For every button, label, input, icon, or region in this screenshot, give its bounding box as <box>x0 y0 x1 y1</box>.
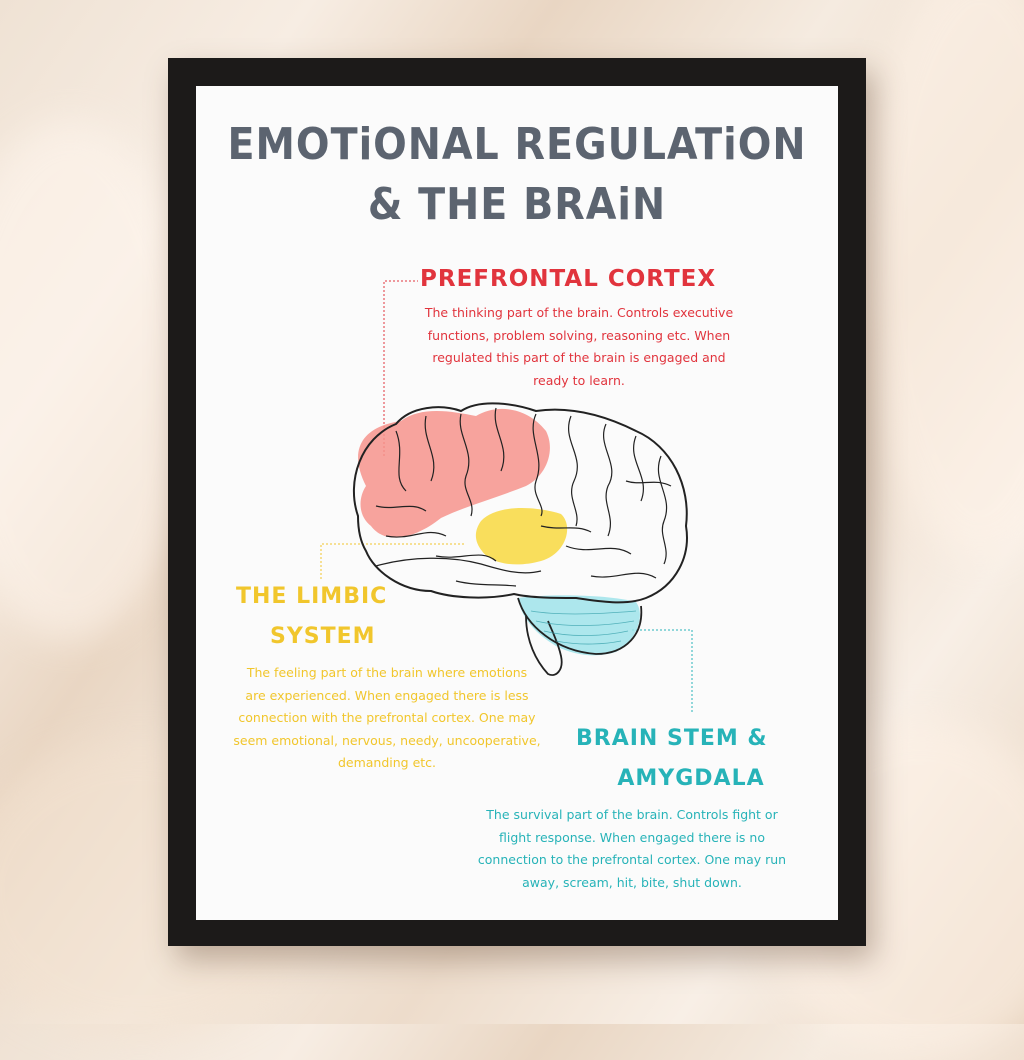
prefrontal-line: The thinking part of the brain. Controls executive <box>424 305 734 320</box>
brainstem-heading-line1: BRAIN STEM & <box>576 726 768 751</box>
limbic-line: The feeling part of the brain where emotions <box>246 665 528 680</box>
poster-title-line1: EMOTiONAL REGULATiON <box>227 119 807 170</box>
brainstem-line: away, scream, hit, bite, shut down. <box>522 874 742 890</box>
poster <box>196 86 838 920</box>
prefrontal-line: ready to learn. <box>533 372 625 388</box>
limbic-highlight <box>476 508 567 564</box>
limbic-heading-line1: THE LIMBIC <box>236 584 388 609</box>
limbic-line: are experienced. When engaged there is less <box>245 687 529 703</box>
prefrontal-line: functions, problem solving, reasoning etc. When <box>427 327 731 343</box>
limbic-description <box>206 662 568 775</box>
brainstem-leader-line <box>632 630 692 712</box>
limbic-line: seem emotional, nervous, needy, uncooperative, <box>233 732 541 748</box>
brainstem-line: flight response. When engaged there is no <box>499 829 765 845</box>
fabric-fold <box>860 0 1024 560</box>
prefrontal-heading: PREFRONTAL CORTEX <box>420 266 717 292</box>
prefrontal-description <box>396 302 762 392</box>
limbic-heading-line2: SYSTEM <box>270 624 376 649</box>
limbic-line: connection with the prefrontal cortex. One may <box>238 710 536 725</box>
brain-diagram <box>196 86 838 920</box>
brainstem-description <box>458 804 806 894</box>
brainstem-heading-line2: AMYGDALA <box>617 766 765 791</box>
brainstem-line: connection to the prefrontal cortex. One may run <box>477 852 787 867</box>
limbic-line: demanding etc. <box>337 755 437 770</box>
brainstem-line: The survival part of the brain. Controls fight or <box>486 807 778 822</box>
prefrontal-line: regulated this part of the brain is engaged and <box>432 350 726 365</box>
poster-title-line2: & THE BRAiN <box>367 179 667 230</box>
